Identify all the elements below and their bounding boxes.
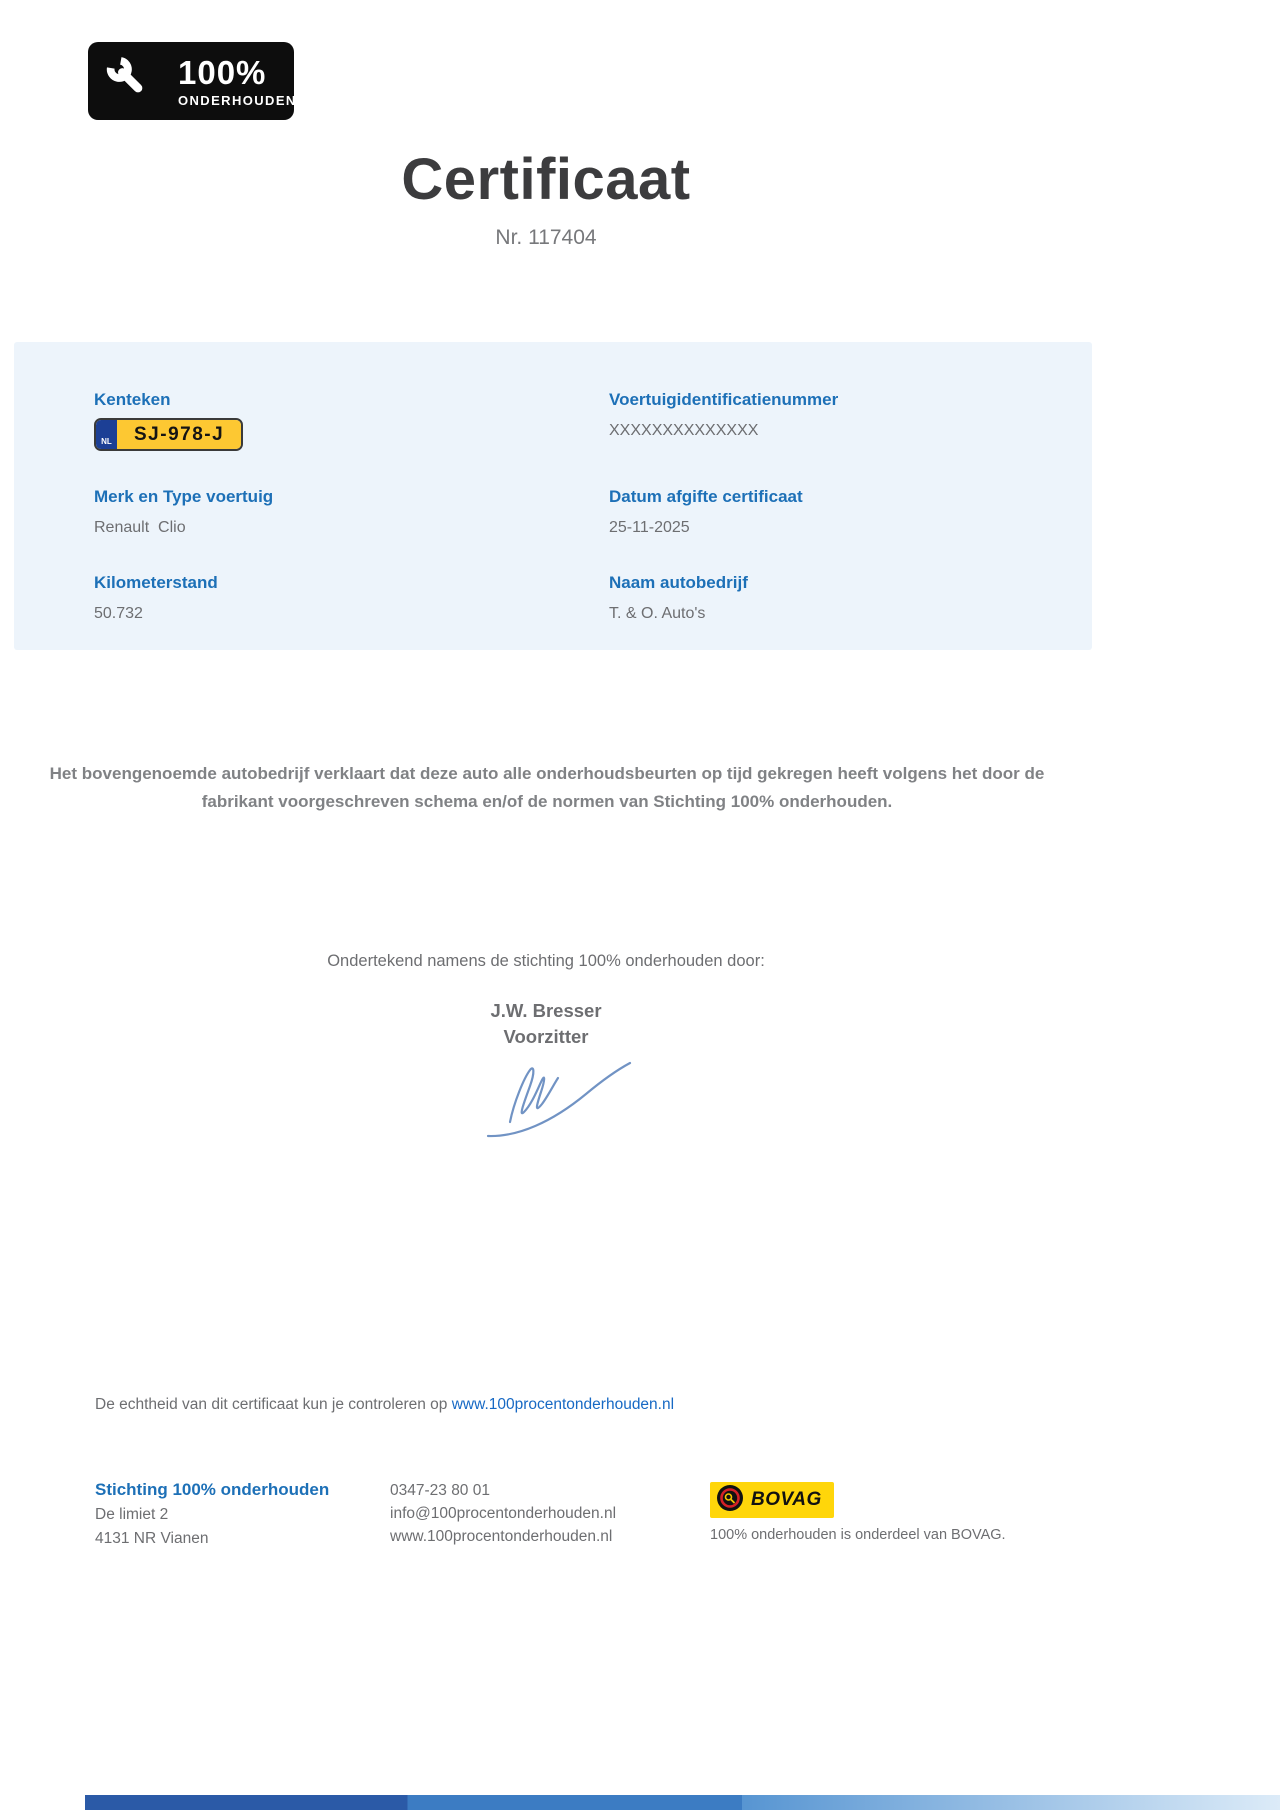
merk-type-label: Merk en Type voertuig	[94, 487, 274, 506]
field-kilometerstand	[94, 573, 609, 623]
field-datum-afgifte	[609, 487, 1052, 537]
datum-afgifte-value: 25-11-2025	[609, 519, 690, 536]
bovag-logo	[710, 1482, 834, 1518]
footer-organisation	[95, 1480, 329, 1548]
logo-percent: 100%	[178, 53, 267, 91]
signing-intro: Ondertekend namens de stichting 100% onderhouden door:	[327, 952, 765, 970]
field-merk-type	[94, 487, 609, 537]
kilometerstand-value: 50.732	[94, 605, 143, 622]
signature-image	[452, 1052, 642, 1152]
field-autobedrijf	[609, 573, 1052, 623]
vin-value: XXXXXXXXXXXXXX	[609, 422, 759, 439]
footer-contact	[390, 1482, 616, 1551]
footer-email[interactable]: info@100procentonderhouden.nl	[390, 1505, 617, 1522]
kilometerstand-label: Kilometerstand	[94, 573, 218, 592]
footer-address-line2: 4131 NR Vianen	[95, 1530, 209, 1547]
signer-name: J.W. Bresser	[490, 1000, 602, 1021]
license-plate	[94, 418, 243, 451]
vehicle-info-panel	[14, 342, 1092, 650]
field-kenteken	[94, 390, 609, 451]
page-title: Certificaat	[401, 147, 691, 212]
declaration-text: Het bovengenoemde autobedrijf verklaart dat deze auto alle onderhoudsbeurten op tijd gekregen heeft volgens het door de fabrikant voorgeschreven schema en/of de normen van Stichting 100% onderhouden.	[49, 764, 1045, 812]
footer-phone: 0347-23 80 01	[390, 1482, 490, 1499]
verification-text: De echtheid van dit certificaat kun je controleren op	[95, 1396, 448, 1413]
autobedrijf-value: T. & O. Auto's	[609, 605, 706, 622]
signer-role: Voorzitter	[503, 1026, 589, 1047]
plate-country-strip: NL	[96, 420, 117, 449]
logo-name: ONDERHOUDEN	[178, 92, 297, 108]
bovag-caption: 100% onderhouden is onderdeel van BOVAG.	[710, 1527, 1006, 1543]
footer-bovag	[710, 1482, 1006, 1543]
vin-label: Voertuigidentificatienummer	[609, 390, 839, 409]
field-vin	[609, 390, 1052, 451]
verification-line	[95, 1396, 674, 1414]
footer-address-line1: De limiet 2	[95, 1506, 169, 1523]
logo-text	[178, 53, 297, 108]
footer-org-name: Stichting 100% onderhouden	[95, 1480, 330, 1499]
bovag-logo-text: BOVAG	[751, 1489, 822, 1510]
certificate-number: Nr. 117404	[495, 226, 597, 249]
autobedrijf-label: Naam autobedrijf	[609, 573, 748, 592]
wrench-icon	[102, 53, 152, 110]
verification-link[interactable]: www.100procentonderhouden.nl	[451, 1396, 675, 1413]
plate-number: SJ-978-J	[117, 420, 241, 449]
bovag-emblem-icon	[716, 1484, 744, 1517]
datum-afgifte-label: Datum afgifte certificaat	[609, 487, 803, 506]
merk-type-value: Renault Clio	[94, 519, 186, 536]
footer-website[interactable]: www.100procentonderhouden.nl	[390, 1528, 613, 1545]
kenteken-label: Kenteken	[94, 390, 171, 409]
vehicle-info-grid	[94, 390, 1052, 659]
brand-logo	[88, 42, 297, 120]
bottom-accent-bar	[85, 1795, 1280, 1810]
